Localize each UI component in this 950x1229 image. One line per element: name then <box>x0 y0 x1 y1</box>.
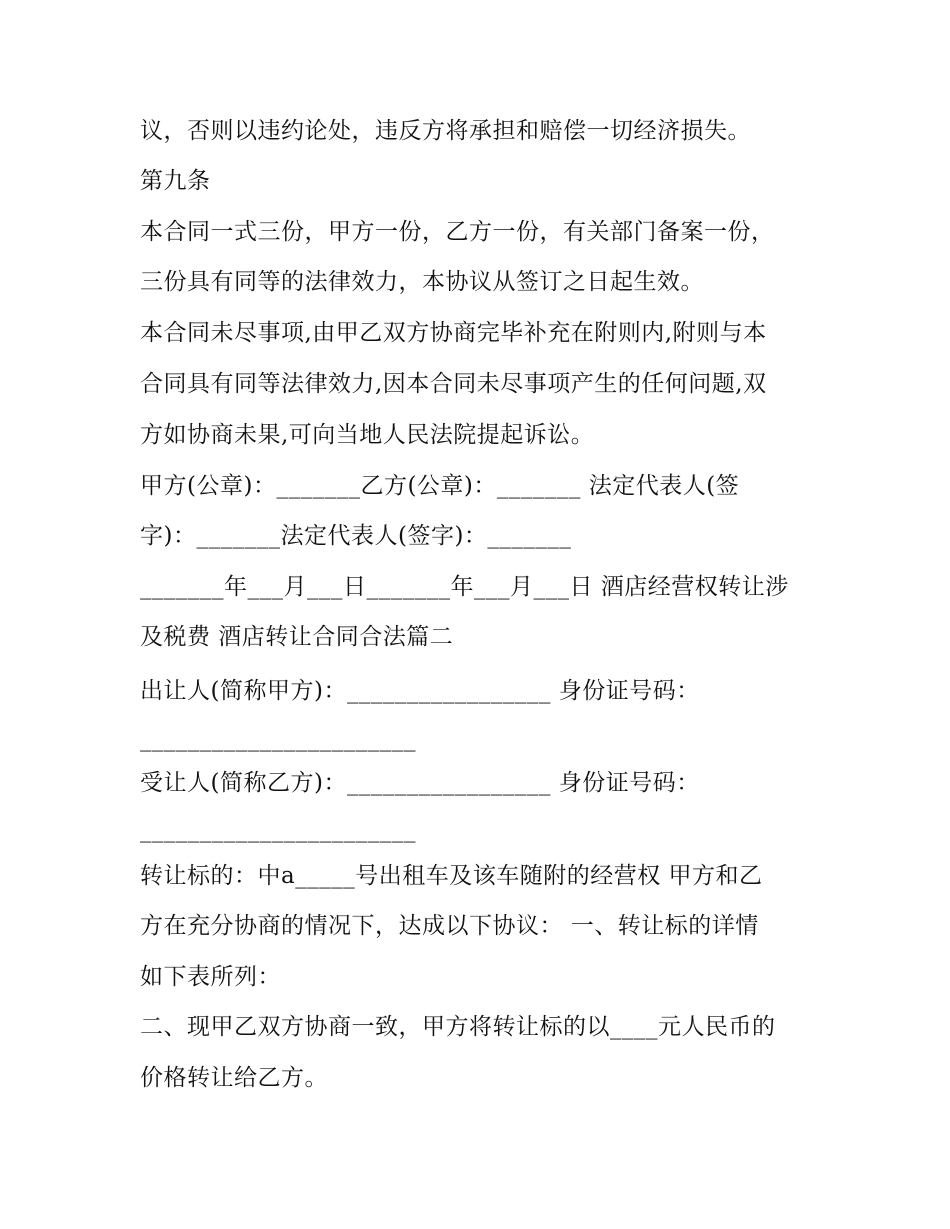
text-line: 二、现甲乙双方协商一致，甲方将转让标的以____元人民币的 <box>140 1014 776 1040</box>
text-line: 第九条 <box>140 168 211 194</box>
text-line: 三份具有同等的法律效力，本协议从签订之日起生效。 <box>140 269 704 295</box>
text-line: _______________________ <box>140 817 416 843</box>
text-line: 字)：_______法定代表人(签字)：_______ <box>140 523 572 549</box>
text-line: 方如协商未果,可向当地人民法院提起诉讼。 <box>140 422 595 448</box>
text-line: 合同具有同等法律效力,因本合同未尽事项产生的任何问题,双 <box>140 371 767 397</box>
text-line: 受让人(简称乙方)：_________________ 身份证号码： <box>140 770 700 796</box>
text-line: 价格转让给乙方。 <box>140 1065 328 1091</box>
text-line: 本合同一式三份，甲方一份，乙方一份，有关部门备案一份， <box>140 219 775 245</box>
text-line: 转让标的：中a_____号出租车及该车随附的经营权 甲方和乙 <box>140 863 763 889</box>
text-line: 议，否则以违约论处，违反方将承担和赔偿一切经济损失。 <box>140 118 751 144</box>
text-line: 甲方(公章)：_______乙方(公章)：_______ 法定代表人(签 <box>140 473 740 499</box>
text-line: _______年___月___日_______年___月___日 酒店经营权转让涉 <box>140 574 789 600</box>
text-line: 及税费 酒店转让合同合法篇二 <box>140 624 454 650</box>
text-line: 本合同未尽事项,由甲乙双方协商完毕补充在附则内,附则与本 <box>140 320 767 346</box>
text-line: 出让人(简称甲方)：_________________ 身份证号码： <box>140 678 700 704</box>
text-line: 方在充分协商的情况下，达成以下协议： 一、转让标的详情 <box>140 913 759 939</box>
text-line: _______________________ <box>140 726 416 752</box>
text-line: 如下表所列： <box>140 964 281 990</box>
